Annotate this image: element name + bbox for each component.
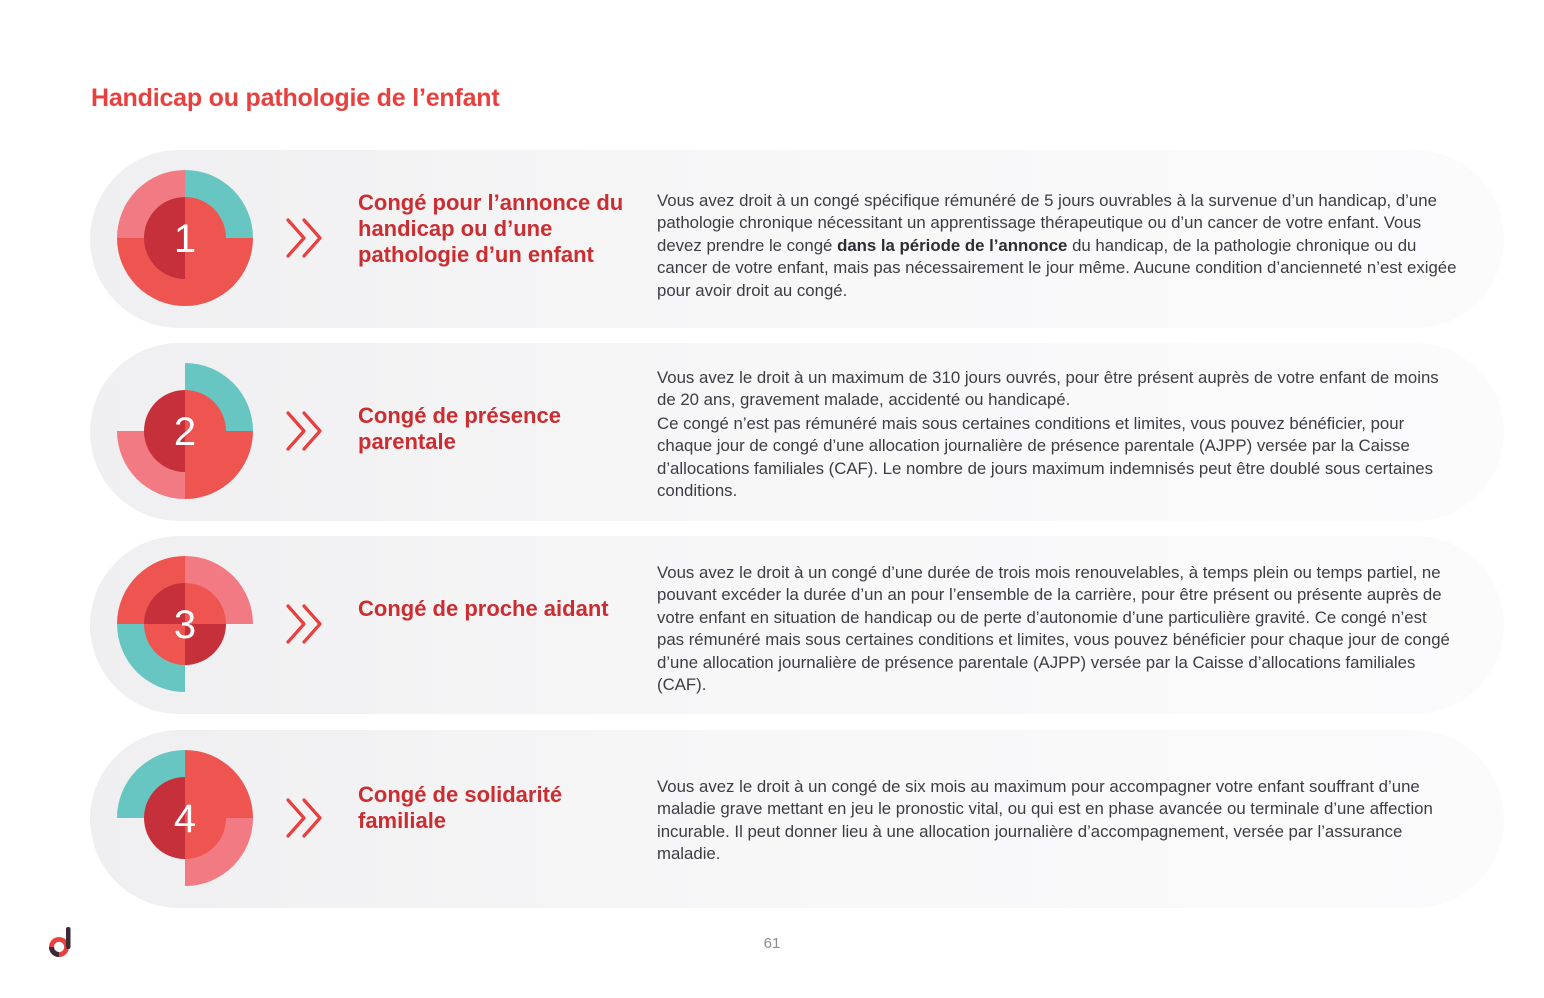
double-chevron-right-icon — [284, 602, 328, 646]
description-text: du handicap, de la pathologie chronique ou du cancer de votre enfant, mais pas nécessairement le jour même. Aucune condition d’ancienneté n’est exigée pour avoir droit au congé. — [657, 235, 1457, 300]
description-text: Vous avez le droit à un congé d’une durée de trois mois renouvelables, à temps plein ou temps partiel, ne pouvant excéder la durée d’un an pour l’ensemble de la carrière, pour être présent ou présente auprès de votre enfant en situation de handicap ou de perte d’autonomie d’une particulière gravité. Ce congé n’est pas rémunéré mais sous certaines conditions et limites, vous pouvez bénéficier pour chaque jour de congé d’une allocation journalière de présence parentale (AJPP) versée par la Caisse d’allocations familiales (CAF). — [657, 563, 1450, 695]
card-description — [657, 776, 1457, 866]
double-chevron-right-icon — [284, 409, 328, 453]
description-text: Vous avez le droit à un maximum de 310 jours ouvrés, pour être présent auprès de votre enfant de moins de 20 ans, gravement malade, accidenté ou handicapé. — [657, 368, 1439, 410]
description-text: Ce congé n’est pas rémunéré mais sous certaines conditions et limites, vous pouvez bénéficier, pour chaque jour de congé d’une allocation journalière de présence parentale (AJPP) versée par la Caisse d’allocations familiales (CAF). Le nombre de jours maximum indemnisés peut être doublé sous certaines conditions. — [657, 413, 1434, 501]
page-number: 61 — [763, 935, 781, 952]
double-chevron-right-icon — [284, 796, 328, 840]
card-title: Congé de présence parentale — [358, 403, 561, 454]
card-description — [657, 367, 1457, 502]
card-4 — [90, 730, 1504, 908]
double-chevron-right-icon — [284, 216, 328, 260]
card-title: Congé de solidarité familiale — [358, 782, 563, 833]
step-badge-icon — [110, 164, 260, 314]
card-3 — [90, 536, 1504, 714]
description-text: Vous avez le droit à un congé de six mois au maximum pour accompagner votre enfant souffrant d’une maladie grave mettant en jeu le pronostic vital, ou qui est en phase avancée ou terminale d’une affection incurable. Il peut donner lieu à une allocation journalière d’accompagnement, versée par l’assurance maladie. — [657, 777, 1433, 864]
description-text: Vous avez droit à un congé spécifique rémunéré de 5 jours ouvrables à la survenue d’un handicap, d’une pathologie chronique nécessitant un apprentissage thérapeutique ou d’un cancer de votre enfant. Vous devez prendre le congé — [657, 191, 1437, 255]
card-description — [657, 190, 1457, 302]
step-badge-icon — [110, 550, 260, 700]
page-title: Handicap ou pathologie de l’enfant — [91, 84, 500, 112]
description-emphasis: dans la période de l’annonce — [837, 235, 1068, 255]
card-title: Congé de proche aidant — [358, 596, 609, 621]
step-number: 1 — [173, 217, 197, 261]
card-description — [657, 562, 1457, 696]
step-badge-icon — [110, 357, 260, 507]
card-title: Congé pour l’annonce du handicap ou d’une pathologie d’un enfant — [358, 190, 624, 267]
card-1 — [90, 150, 1504, 328]
step-number: 3 — [173, 603, 197, 647]
step-number: 2 — [173, 410, 197, 454]
card-2 — [90, 343, 1504, 521]
step-number: 4 — [173, 797, 197, 841]
step-badge-icon — [110, 744, 260, 894]
